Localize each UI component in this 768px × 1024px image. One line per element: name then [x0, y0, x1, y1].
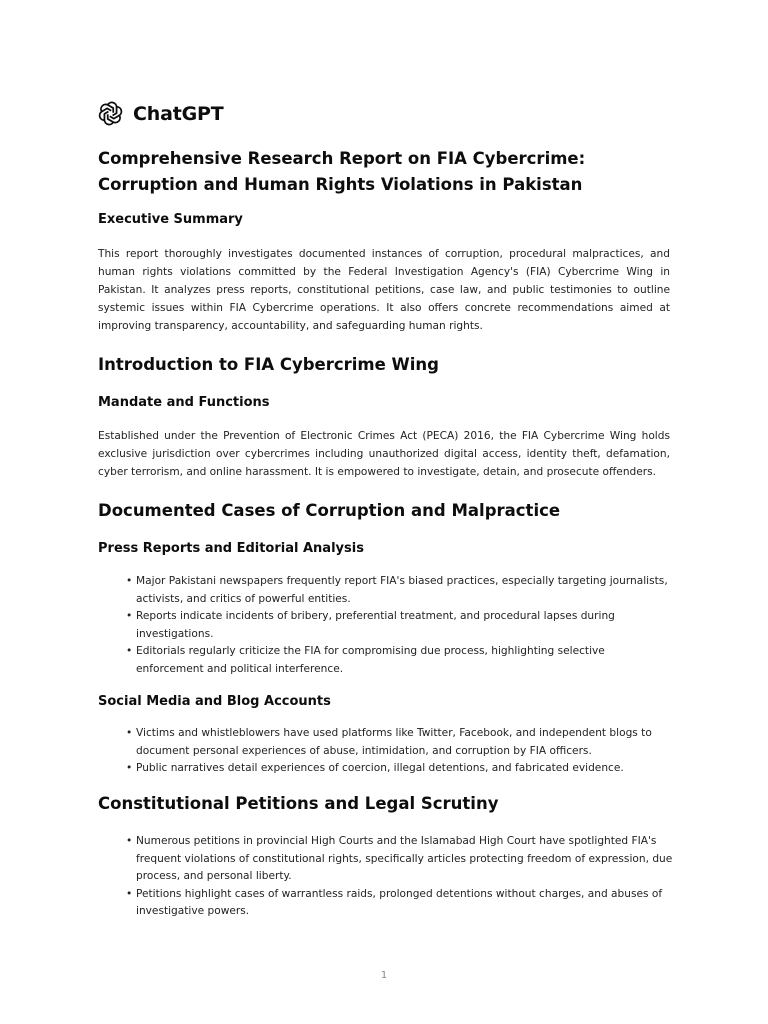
- press-reports-heading: Press Reports and Editorial Analysis: [98, 541, 364, 556]
- brand-header: [97, 100, 223, 127]
- mandate-heading: Mandate and Functions: [98, 395, 270, 410]
- list-item: • Victims and whistleblowers have used platforms like Twitter, Facebook, and independent blogs to document personal experiences of abuse, intimidation, and corruption by FIA officers.: [126, 725, 674, 760]
- intro-heading: Introduction to FIA Cybercrime Wing: [98, 355, 439, 374]
- executive-summary-text: This report thoroughly investigates documented instances of corruption, procedural malpractices, and human rights violations committed by the Federal Investigation Agency's (FIA) Cybercrime Wing in Pakistan. It analyzes press reports, constitutional petitions, case law, and public testimonies to outline systemic issues within FIA Cybercrime operations. It also offers concrete recommendations aimed at improving transparency, accountability, and safeguarding human rights.: [98, 248, 670, 332]
- social-media-heading: Social Media and Blog Accounts: [98, 694, 331, 709]
- constitutional-petitions-list: [126, 833, 674, 921]
- list-item: • Editorials regularly criticize the FIA for compromising due process, highlighting selective enforcement and political interference.: [126, 643, 674, 678]
- brand-name: ChatGPT: [133, 102, 224, 125]
- list-item: • Petitions highlight cases of warrantless raids, prolonged detentions without charges, and abuses of investigative powers.: [126, 886, 674, 921]
- constitutional-petitions-heading: Constitutional Petitions and Legal Scrutiny: [98, 794, 499, 813]
- executive-summary-heading: Executive Summary: [98, 212, 243, 227]
- list-item: • Numerous petitions in provincial High Courts and the Islamabad High Court have spotlighted FIA's frequent violations of constitutional rights, specifically articles protecting freedom of expression, due process, and personal liberty.: [126, 833, 674, 886]
- list-item: • Reports indicate incidents of bribery, preferential treatment, and procedural lapses during investigations.: [126, 608, 674, 643]
- page-number: 1: [380, 970, 388, 981]
- social-media-list: [126, 725, 674, 778]
- document-title: Comprehensive Research Report on FIA Cybercrime: Corruption and Human Rights Violations in Pakistan: [98, 149, 586, 194]
- list-item: • Public narratives detail experiences of coercion, illegal detentions, and fabricated evidence.: [126, 760, 674, 778]
- press-reports-list: [126, 573, 674, 678]
- list-item: • Major Pakistani newspapers frequently report FIA's biased practices, especially targeting journalists, activists, and critics of powerful entities.: [126, 573, 674, 608]
- openai-logo-icon: [97, 100, 124, 127]
- documented-cases-heading: Documented Cases of Corruption and Malpractice: [98, 501, 561, 520]
- mandate-text: Established under the Prevention of Electronic Crimes Act (PECA) 2016, the FIA Cybercrime Wing holds exclusive jurisdiction over cybercrimes including unauthorized digital access, identity theft, defamation, cyber terrorism, and online harassment. It is empowered to investigate, detain, and prosecute offenders.: [98, 430, 670, 478]
